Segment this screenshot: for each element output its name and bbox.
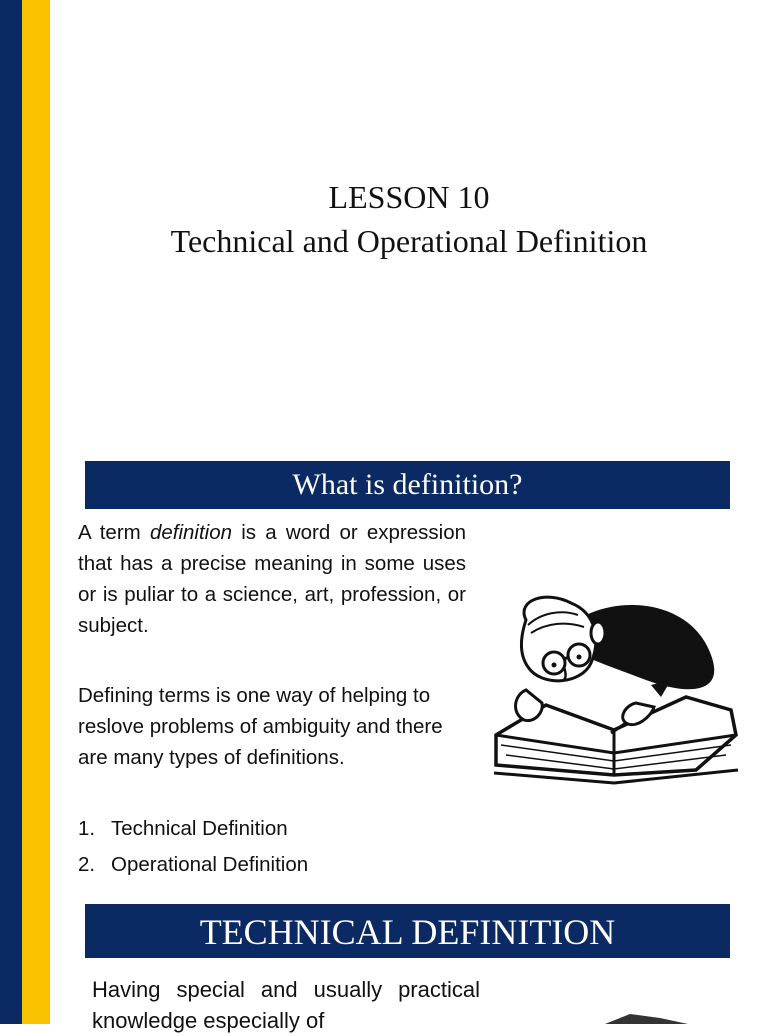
left-gold-stripe <box>22 0 50 1024</box>
list-item-number: 2. <box>78 853 96 876</box>
defining-terms-paragraph: Defining terms is one way of helping to reslove problems of ambiguity and there are many types of definitions. <box>78 684 443 769</box>
left-navy-stripe <box>0 0 22 1024</box>
list-item <box>78 813 308 849</box>
definition-paragraph-post: is a word or expression that has a precise meaning in some uses or is puliar to a science, art, profession, or subject. <box>78 521 467 637</box>
technical-definition-paragraph: Having special and usually practical knowledge especially of <box>92 977 480 1033</box>
reading-man-with-book-icon <box>486 585 742 785</box>
definition-types-list <box>78 813 308 885</box>
lesson-title-block <box>50 175 768 263</box>
list-item-label: Technical Definition <box>111 817 288 840</box>
book-corner-icon <box>600 1010 690 1024</box>
lesson-number: LESSON 10 <box>328 179 490 215</box>
list-item <box>78 849 308 885</box>
section-heading-technical-definition: TECHNICAL DEFINITION <box>85 904 730 958</box>
list-item-number: 1. <box>78 817 96 840</box>
definition-emphasis: definition <box>149 521 233 544</box>
definition-paragraph <box>78 517 466 641</box>
definition-paragraph-pre: A term <box>78 521 150 544</box>
section-heading-what-is-definition: What is definition? <box>85 461 730 509</box>
lesson-title: Technical and Operational Definition <box>170 223 648 259</box>
list-item-label: Operational Definition <box>111 853 309 876</box>
